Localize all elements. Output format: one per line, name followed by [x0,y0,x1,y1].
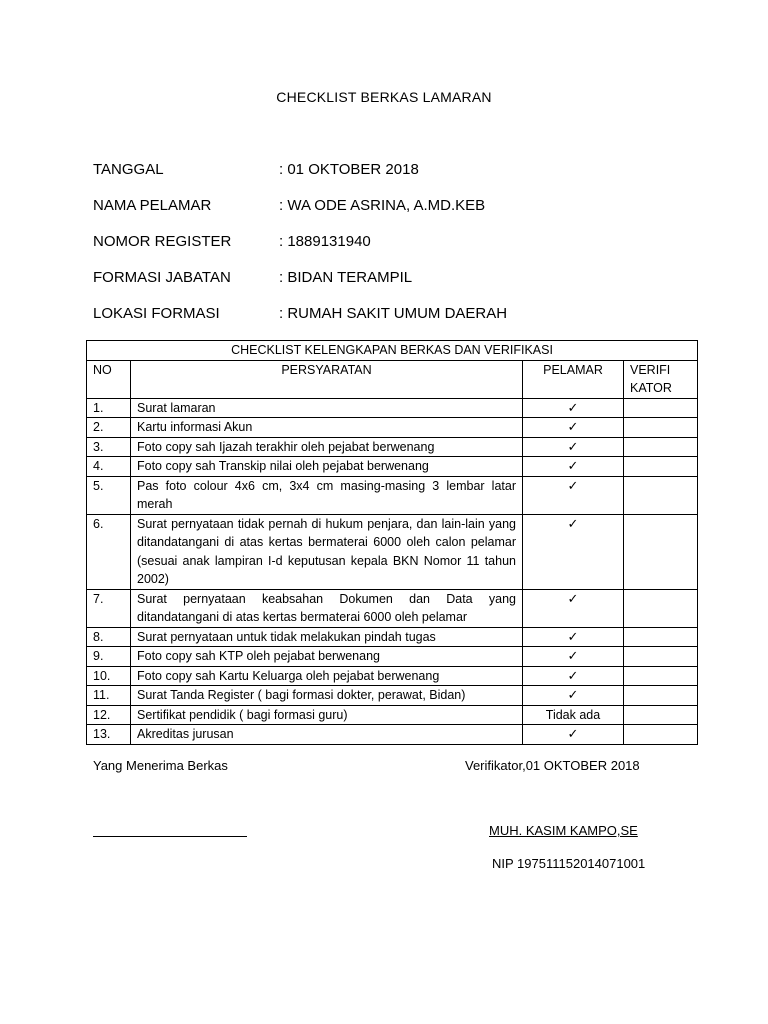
table-row [87,437,698,457]
table-row [87,666,698,686]
info-label: FORMASI JABATAN [93,269,231,286]
row-number: 5. [87,476,131,514]
verifikator-cell [624,725,698,745]
checkmark-icon: ✓ [567,590,579,606]
requirement-text: Kartu informasi Akun [131,418,523,438]
pelamar-cell [523,589,624,627]
row-number: 6. [87,514,131,589]
signature-line [93,836,247,837]
checkmark-icon: ✓ [567,458,579,473]
checkmark-icon: ✓ [567,687,579,702]
table-row [87,627,698,647]
checkmark-icon: ✓ [567,648,579,663]
verifikator-cell [624,476,698,514]
info-label: LOKASI FORMASI [93,305,220,322]
checkmark-icon: ✓ [567,438,579,454]
row-number: 9. [87,647,131,667]
pelamar-cell [523,437,624,457]
checkmark-icon: ✓ [567,726,579,741]
table-header-row [87,360,698,398]
checkmark-icon: ✓ [567,399,579,415]
requirement-text: Surat Tanda Register ( bagi formasi dokter, perawat, Bidan) [131,686,523,706]
table-row [87,457,698,477]
row-number: 10. [87,666,131,686]
verifikator-cell [624,686,698,706]
requirement-text: Surat pernyataan keabsahan Dokumen dan Data yang ditandatangani di atas kertas bermaterai 6000 oleh pelamar [131,589,523,627]
info-label: NAMA PELAMAR [93,197,212,214]
row-number: 11. [87,686,131,706]
pelamar-cell [523,627,624,647]
pelamar-cell [523,418,624,438]
table-caption-row [87,341,698,361]
info-value: : RUMAH SAKIT UMUM DAERAH [279,303,507,325]
table-row [87,476,698,514]
requirement-text: Akreditas jurusan [131,725,523,745]
table-row [87,418,698,438]
verifier-name: MUH. KASIM KAMPO,SE [489,823,638,838]
table-row [87,514,698,589]
row-number: 2. [87,418,131,438]
header-persyaratan: PERSYARATAN [131,360,523,398]
table-row [87,647,698,667]
checkmark-icon: ✓ [567,419,579,434]
requirement-text: Surat pernyataan untuk tidak melakukan pindah tugas [131,627,523,647]
requirement-text: Surat pernyataan tidak pernah di hukum penjara, dan lain-lain yang ditandatangani di atas kertas bermaterai 6000 oleh calon pelamar (sesuai anak lampiran I-d keputusan kepala BKN Nomor 11 tahun 2002) [131,514,523,589]
verifier-label: Verifikator,01 OKTOBER 2018 [465,758,640,773]
pelamar-cell [523,647,624,667]
table-row [87,686,698,706]
pelamar-cell [523,686,624,706]
info-value: : BIDAN TERAMPIL [279,267,412,289]
row-number: 7. [87,589,131,627]
verifikator-cell [624,398,698,418]
pelamar-status: Tidak ada [545,707,601,722]
row-number: 4. [87,457,131,477]
info-label: TANGGAL [93,161,164,178]
info-value: : 1889131940 [279,231,371,253]
info-label: NOMOR REGISTER [93,233,232,250]
pelamar-cell [523,457,624,477]
checkmark-icon: ✓ [567,667,579,683]
info-value: : 01 OKTOBER 2018 [279,159,419,181]
requirement-text: Pas foto colour 4x6 cm, 3x4 cm masing-masing 3 lembar latar merah [131,476,523,514]
verifikator-cell [624,457,698,477]
verifikator-cell [624,437,698,457]
verifikator-cell [624,514,698,589]
pelamar-cell [523,514,624,589]
row-number: 8. [87,627,131,647]
verifikator-cell [624,589,698,627]
checkmark-icon: ✓ [567,628,579,644]
page-title: CHECKLIST BERKAS LAMARAN [276,89,492,105]
row-number: 3. [87,437,131,457]
verifikator-cell [624,418,698,438]
checkmark-icon: ✓ [567,477,579,493]
requirement-text: Foto copy sah Kartu Keluarga oleh pejabat berwenang [131,666,523,686]
pelamar-cell [523,476,624,514]
row-number: 13. [87,725,131,745]
table-caption: CHECKLIST KELENGKAPAN BERKAS DAN VERIFIKASI [87,341,698,361]
pelamar-cell [523,666,624,686]
table-row [87,725,698,745]
requirement-text: Sertifikat pendidik ( bagi formasi guru) [131,705,523,725]
table-row [87,589,698,627]
pelamar-cell [523,725,624,745]
checkmark-icon: ✓ [567,515,579,531]
pelamar-cell [523,705,624,725]
row-number: 12. [87,705,131,725]
verifikator-cell [624,666,698,686]
table-row [87,705,698,725]
row-number: 1. [87,398,131,418]
requirement-text: Foto copy sah Transkip nilai oleh pejabat berwenang [131,457,523,477]
verifier-nip: NIP 197511152014071001 [492,856,646,871]
verifikator-cell [624,705,698,725]
verifikator-cell [624,627,698,647]
checklist-table [86,340,698,745]
requirement-text: Foto copy sah Ijazah terakhir oleh pejabat berwenang [131,437,523,457]
table-body [87,398,698,744]
receiver-label: Yang Menerima Berkas [93,758,228,773]
table-row [87,398,698,418]
pelamar-cell [523,398,624,418]
requirement-text: Surat lamaran [131,398,523,418]
verifikator-cell [624,647,698,667]
header-verifikator: VERIFI KATOR [624,360,698,398]
info-value: : WA ODE ASRINA, A.MD.KEB [279,195,485,217]
requirement-text: Foto copy sah KTP oleh pejabat berwenang [131,647,523,667]
header-no: NO [87,360,131,398]
header-pelamar: PELAMAR [523,360,624,398]
